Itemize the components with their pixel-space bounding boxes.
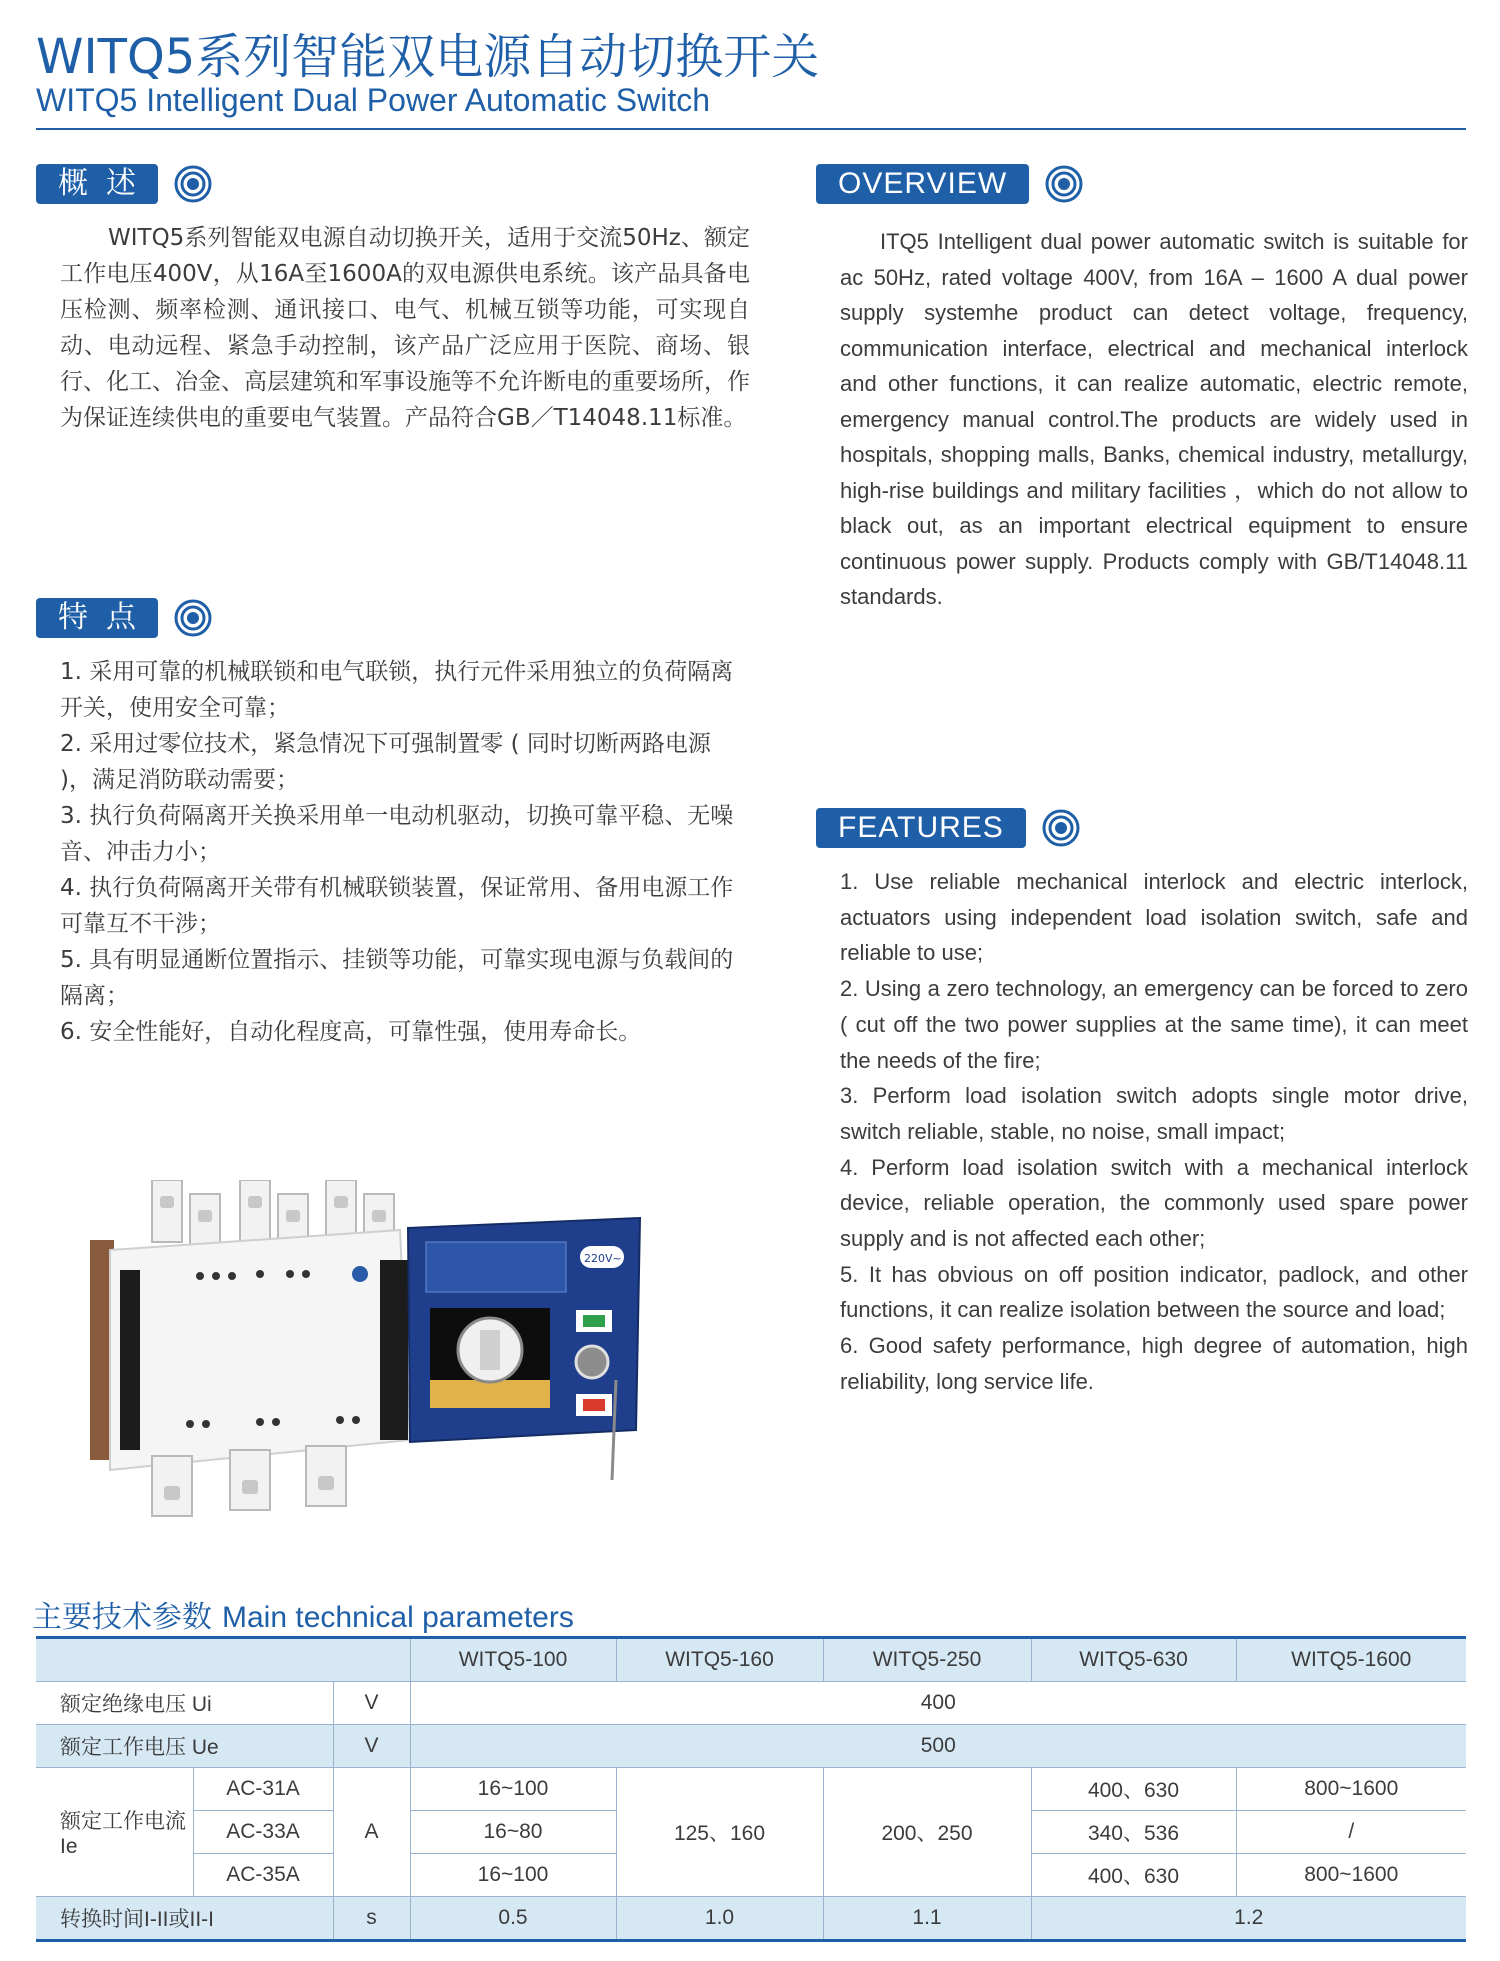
overview-en-heading: OVERVIEW [816,164,1029,204]
target-icon [1045,165,1083,203]
features-zh-header [36,598,212,638]
features-zh-list [60,654,750,1050]
page-title-en: WITQ5 Intelligent Dual Power Automatic Switch [36,82,711,118]
title-divider [36,128,1466,130]
overview-en-header [816,164,1083,204]
table-header-row [36,1638,1466,1682]
row-unit: A [333,1768,410,1897]
overview-zh-heading: 概述 [36,164,158,204]
list-item: 3. 执行负荷隔离开关换采用单一电动机驱动，切换可靠平稳、无噪音、冲击力小； [60,803,734,865]
row-label: 额定工作电流 Ie [36,1768,193,1897]
model-header: WITQ5-100 [410,1638,616,1682]
params-table [36,1636,1466,1942]
list-item: 1. Use reliable mechanical interlock and electric interlock, actuators using independent load isolation switch, safe and reliable to use; [840,869,1468,966]
params-title [32,1592,574,1636]
value-cell: 400、630 [1031,1768,1236,1811]
header-blank [36,1638,410,1682]
list-item: 6. Good safety performance, high degree of automation, high reliability, long service life. [840,1333,1468,1394]
table-row [36,1897,1466,1941]
params-title-zh: 主要技术参数 [32,1600,212,1635]
list-item: 5. It has obvious on off position indicator, padlock, and other functions, it can realize isolation between the source and load; [840,1261,1468,1323]
category-cell: AC-33A [193,1811,333,1854]
value-cell: 0.5 [410,1897,616,1941]
value-cell: 1.2 [1031,1897,1466,1941]
row-unit: s [333,1897,410,1941]
row-unit: V [333,1682,410,1725]
category-cell: AC-35A [193,1854,333,1897]
overview-zh-text: WITQ5系列智能双电源自动切换开关，适用于交流50Hz、额定工作电压400V，从16A至1600A的双电源供电系统。该产品具备电压检测、频率检测、通讯接口、电气、机械互锁等功能，可实现自动、电动远程、紧急手动控制，该产品广泛应用于医院、商场、银行、化工、冶金、高层建筑和军事设施等不允许断电的重要场所，作为保证连续供电的重要电气装置。产品符合GB／T14048.11标准。 [60,225,750,431]
value-cell: 200、250 [823,1768,1031,1897]
model-header: WITQ5-630 [1031,1638,1236,1682]
list-item: 2. 采用过零位技术，紧急情况下可强制置零 ( 同时切断两路电源 )，满足消防联动需要； [60,731,711,793]
features-en-list [840,864,1468,1400]
value-cell: 400、630 [1031,1854,1236,1897]
list-item: 6. 安全性能好，自动化程度高，可靠性强，使用寿命长。 [60,1019,642,1045]
model-header: WITQ5-250 [823,1638,1031,1682]
value-cell: 800~1600 [1236,1768,1466,1811]
target-icon [174,165,212,203]
value-cell: 16~80 [410,1811,616,1854]
value-cell: 16~100 [410,1768,616,1811]
value-cell: 16~100 [410,1854,616,1897]
value-cell: 1.0 [616,1897,823,1941]
table-row [36,1725,1466,1768]
page-title-zh: WITQ5系列智能双电源自动切换开关 [36,29,820,85]
row-label: 额定工作电压 Ue [36,1725,333,1768]
list-item: 3. Perform load isolation switch adopts single motor drive, switch reliable, stable, no noise, small impact; [840,1083,1468,1144]
target-icon [174,599,212,637]
list-item: 1. 采用可靠的机械联锁和电气联锁，执行元件采用独立的负荷隔离开关，使用安全可靠； [60,659,734,721]
row-value: 500 [410,1725,1466,1768]
table-row [36,1768,1466,1811]
overview-zh-header [36,164,212,204]
overview-en-text: ITQ5 Intelligent dual power automatic switch is suitable for ac 50Hz, rated voltage 400V, from 16A – 1600 A dual power supply systemhe product can detect voltage, frequency, communication interface, electrical and mechanical interlock and other functions, it can realize automatic, electric remote, emergency manual control.The products are widely used in hospitals, shopping malls, Banks, chemical industry, metallurgy, high-rise buildings and military facilities ，which do not allow to black out, as an important electrical equipment to ensure continuous power supply. Products comply with GB/T14048.11 standards. [840,229,1468,609]
list-item: 5. 具有明显通断位置指示、挂锁等功能，可靠实现电源与负载间的隔离； [60,947,734,1009]
features-en-header [816,808,1080,848]
params-title-en: Main technical parameters [222,1601,574,1634]
row-unit: V [333,1725,410,1768]
category-cell: AC-31A [193,1768,333,1811]
list-item: 2. Using a zero technology, an emergency can be forced to zero ( cut off the two power supplies at the same time), it can meet the needs of the fire; [840,976,1468,1073]
value-cell: 800~1600 [1236,1854,1466,1897]
value-cell: 125、160 [616,1768,823,1897]
value-cell: 340、536 [1031,1811,1236,1854]
features-zh-heading: 特点 [36,598,158,638]
list-item: 4. 执行负荷隔离开关带有机械联锁装置，保证常用、备用电源工作可靠互不干涉； [60,875,734,937]
table-row [36,1682,1466,1725]
model-header: WITQ5-1600 [1236,1638,1466,1682]
model-header: WITQ5-160 [616,1638,823,1682]
row-value: 400 [410,1682,1466,1725]
list-item: 4. Perform load isolation switch with a mechanical interlock device, reliable operation, the commonly used spare power supply and is not affected each other; [840,1154,1468,1252]
value-cell: 1.1 [823,1897,1031,1941]
target-icon [1042,809,1080,847]
value-cell: / [1236,1811,1466,1854]
product-photo [80,1180,700,1540]
row-label: 转换时间I-II或II-I [36,1897,333,1941]
panel-badge: 220V~ [584,1252,622,1265]
row-label: 额定绝缘电压 Ui [36,1682,333,1725]
features-en-heading: FEATURES [816,808,1026,848]
